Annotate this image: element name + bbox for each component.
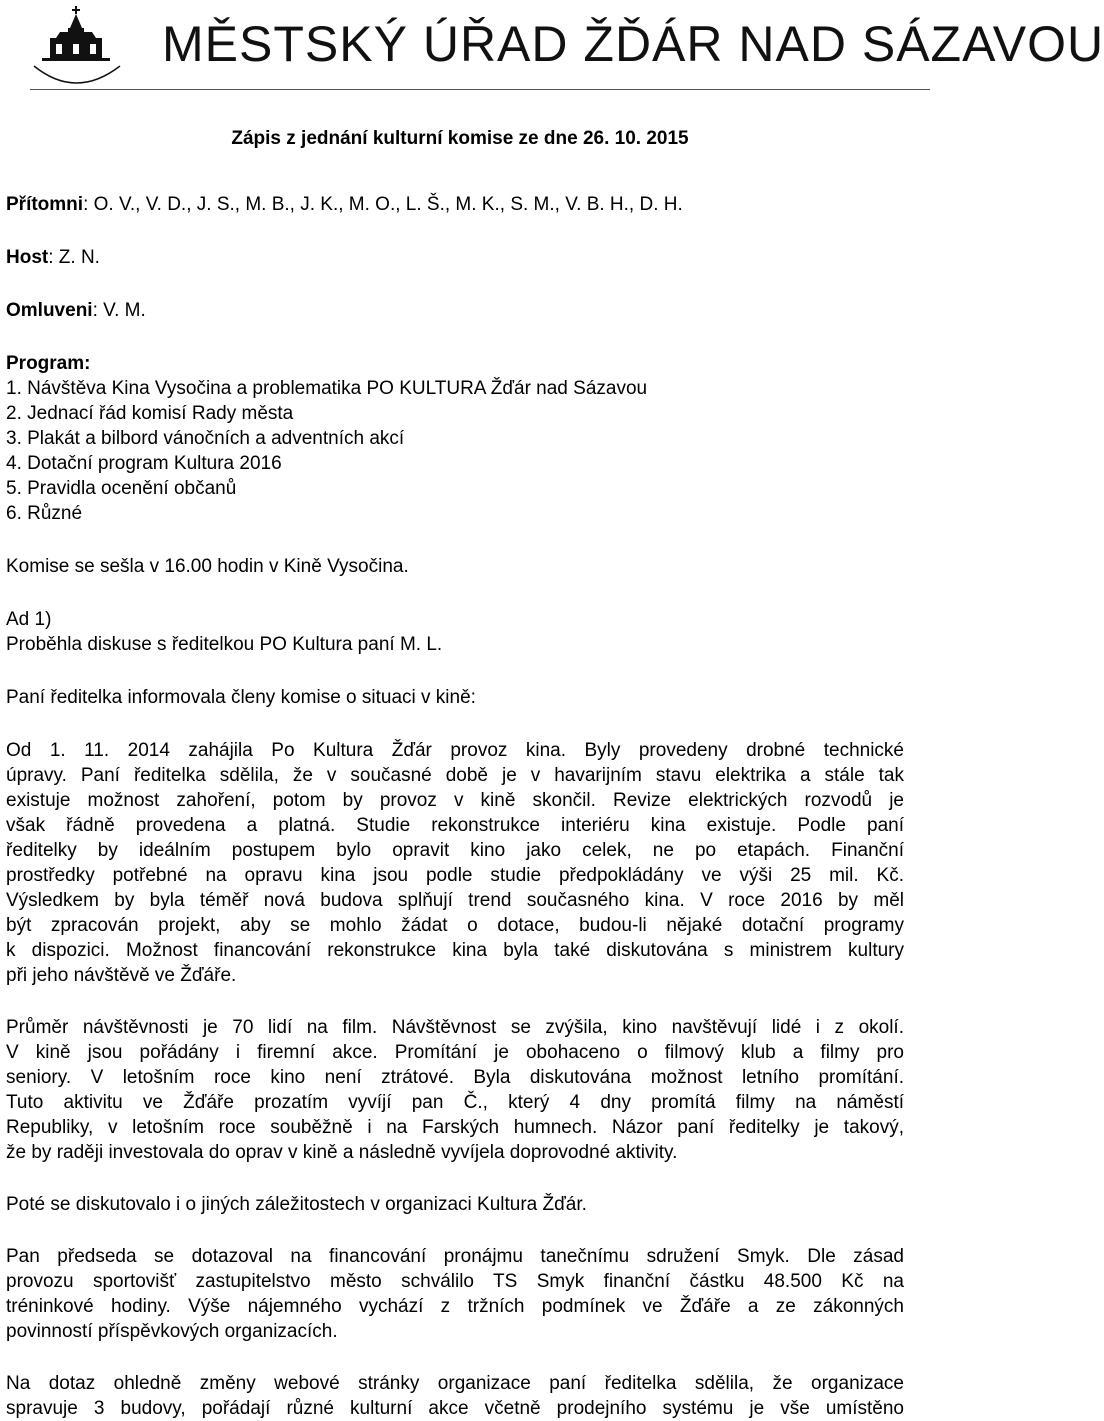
paragraph-line: spravuje 3 budovy, pořádají různé kulturní akce včetně prodejního systému je vše umístěno: [6, 1398, 904, 1419]
excused-value: : V. M.: [92, 300, 146, 321]
program-item: 5. Pravidla ocenění občanů: [6, 478, 237, 499]
program-item: 3. Plakát a bilbord vánočních a adventních akcí: [6, 428, 405, 449]
paragraph-line: při jeho návštěvě ve Žďáře.: [6, 965, 237, 986]
paragraph-line: seniory. V letošním roce kino není ztrátové. Byla diskutována možnost letního promítání.: [6, 1067, 904, 1088]
program-item: 1. Návštěva Kina Vysočina a problematika PO KULTURA Žďár nad Sázavou: [6, 378, 648, 399]
present-value: : O. V., V. D., J. S., M. B., J. K., M. O., L. Š., M. K., S. M., V. B. H., D. H.: [83, 194, 683, 215]
program-heading: Program:: [6, 353, 91, 374]
paragraph-line: že by raději investovala do oprav v kině a následně vyvíjela doprovodné aktivity.: [6, 1142, 678, 1163]
paragraph-line: však řádně provedena a platná. Studie rekonstrukce interiéru kina existuje. Podle paní: [6, 815, 904, 836]
letterhead: [0, 0, 1104, 90]
paragraph-line: existuje možnost zahoření, potom by provoz v kině skončil. Revize elektrických rozvodů je: [6, 790, 904, 811]
program-item: 6. Různé: [6, 503, 83, 524]
paragraph-line: povinností příspěvkových organizacích.: [6, 1321, 338, 1342]
paragraph-line: prostředky potřebné na opravu kina jsou podle studie předpokládány ve výši 25 mil. Kč.: [6, 865, 904, 886]
paragraph-cinema-situation: [6, 738, 904, 988]
paragraph-line: Průměr návštěvnosti je 70 lidí na film. Návštěvnost se zvýšila, kino navštěvují lidé i z okolí.: [6, 1017, 904, 1038]
present-label: Přítomni: [6, 194, 84, 215]
paragraph-line: Od 1. 11. 2014 zahájila Po Kultura Žďár provoz kina. Byly provedeny drobné technické: [6, 740, 904, 761]
paragraph-line: Pan předseda se dotazoval na financování pronájmu tanečnímu sdružení Smyk. Dle zásad: [6, 1246, 904, 1267]
excused-line: [6, 298, 904, 323]
paragraph-line: V kině jsou pořádány i firemní akce. Promítání je obohaceno o filmový klub a filmy pro: [6, 1042, 904, 1063]
office-name: MĚSTSKÝ ÚŘAD ŽĎÁR NAD SÁZAVOU: [162, 16, 1104, 72]
program-list: [6, 376, 904, 526]
host-value: : Z. N.: [48, 247, 100, 268]
paragraph-attendance: [6, 1015, 904, 1165]
ad1-line-2: Paní ředitelka informovala členy komise o situaci v kině:: [6, 687, 476, 708]
paragraph-other-matters: Poté se diskutovalo i o jiných záležitostech v organizaci Kultura Žďár.: [6, 1194, 587, 1215]
paragraph-smyk-financing: [6, 1244, 904, 1344]
present-line: [6, 192, 904, 217]
ad1-line-1: Proběhla diskuse s ředitelkou PO Kultura paní M. L.: [6, 634, 443, 655]
host-label: Host: [6, 247, 49, 268]
paragraph-website: [6, 1371, 904, 1421]
paragraph-line: úpravy. Paní ředitelka sdělila, že v současné době je v havarijním stavu elektrika a stále tak: [6, 765, 904, 786]
paragraph-line: být zpracován projekt, aby se mohlo žádat o dotace, budou-li nějaké dotační programy: [6, 915, 904, 936]
excused-label: Omluveni: [6, 300, 93, 321]
program-item: 4. Dotační program Kultura 2016: [6, 453, 282, 474]
minutes-body: [6, 120, 904, 1421]
paragraph-line: k dispozici. Možnost financování rekonstrukce kina byla také diskutována s ministrem kultury: [6, 940, 904, 961]
paragraph-line: Republiky, v letošním roce souběžně i na Farských humnech. Názor paní ředitelky je takový,: [6, 1117, 904, 1138]
meeting-place: Komise se sešla v 16.00 hodin v Kině Vysočina.: [6, 556, 409, 577]
paragraph-line: ředitelky by ideálním postupem bylo opravit kino jako celek, ne po etapách. Finanční: [6, 840, 904, 861]
header-divider: [30, 89, 930, 90]
host-line: [6, 245, 904, 270]
paragraph-line: tréninkové hodiny. Výše nájemného vychází z tržních podmínek ve Žďáře a ze zákonných: [6, 1296, 904, 1317]
paragraph-line: Výsledkem by byla téměř nová budova splňují trend současného kina. V roce 2016 by měl: [6, 890, 904, 911]
document-title: Zápis z jednání kulturní komise ze dne 26. 10. 2015: [231, 128, 689, 149]
paragraph-line: provozu sportovišť zastupitelstvo město schválilo TS Smyk finanční částku 48.500 Kč na: [6, 1271, 904, 1292]
program-item: 2. Jednací řád komisí Rady města: [6, 403, 294, 424]
church-emblem-icon: [30, 4, 125, 88]
ad1-heading: Ad 1): [6, 609, 52, 630]
paragraph-line: Na dotaz ohledně změny webové stránky organizace paní ředitelka sdělila, že organizace: [6, 1373, 904, 1394]
paragraph-line: Tuto aktivitu ve Žďáře prozatím vyvíjí pan Č., který 4 dny promítá filmy na náměstí: [6, 1092, 904, 1113]
